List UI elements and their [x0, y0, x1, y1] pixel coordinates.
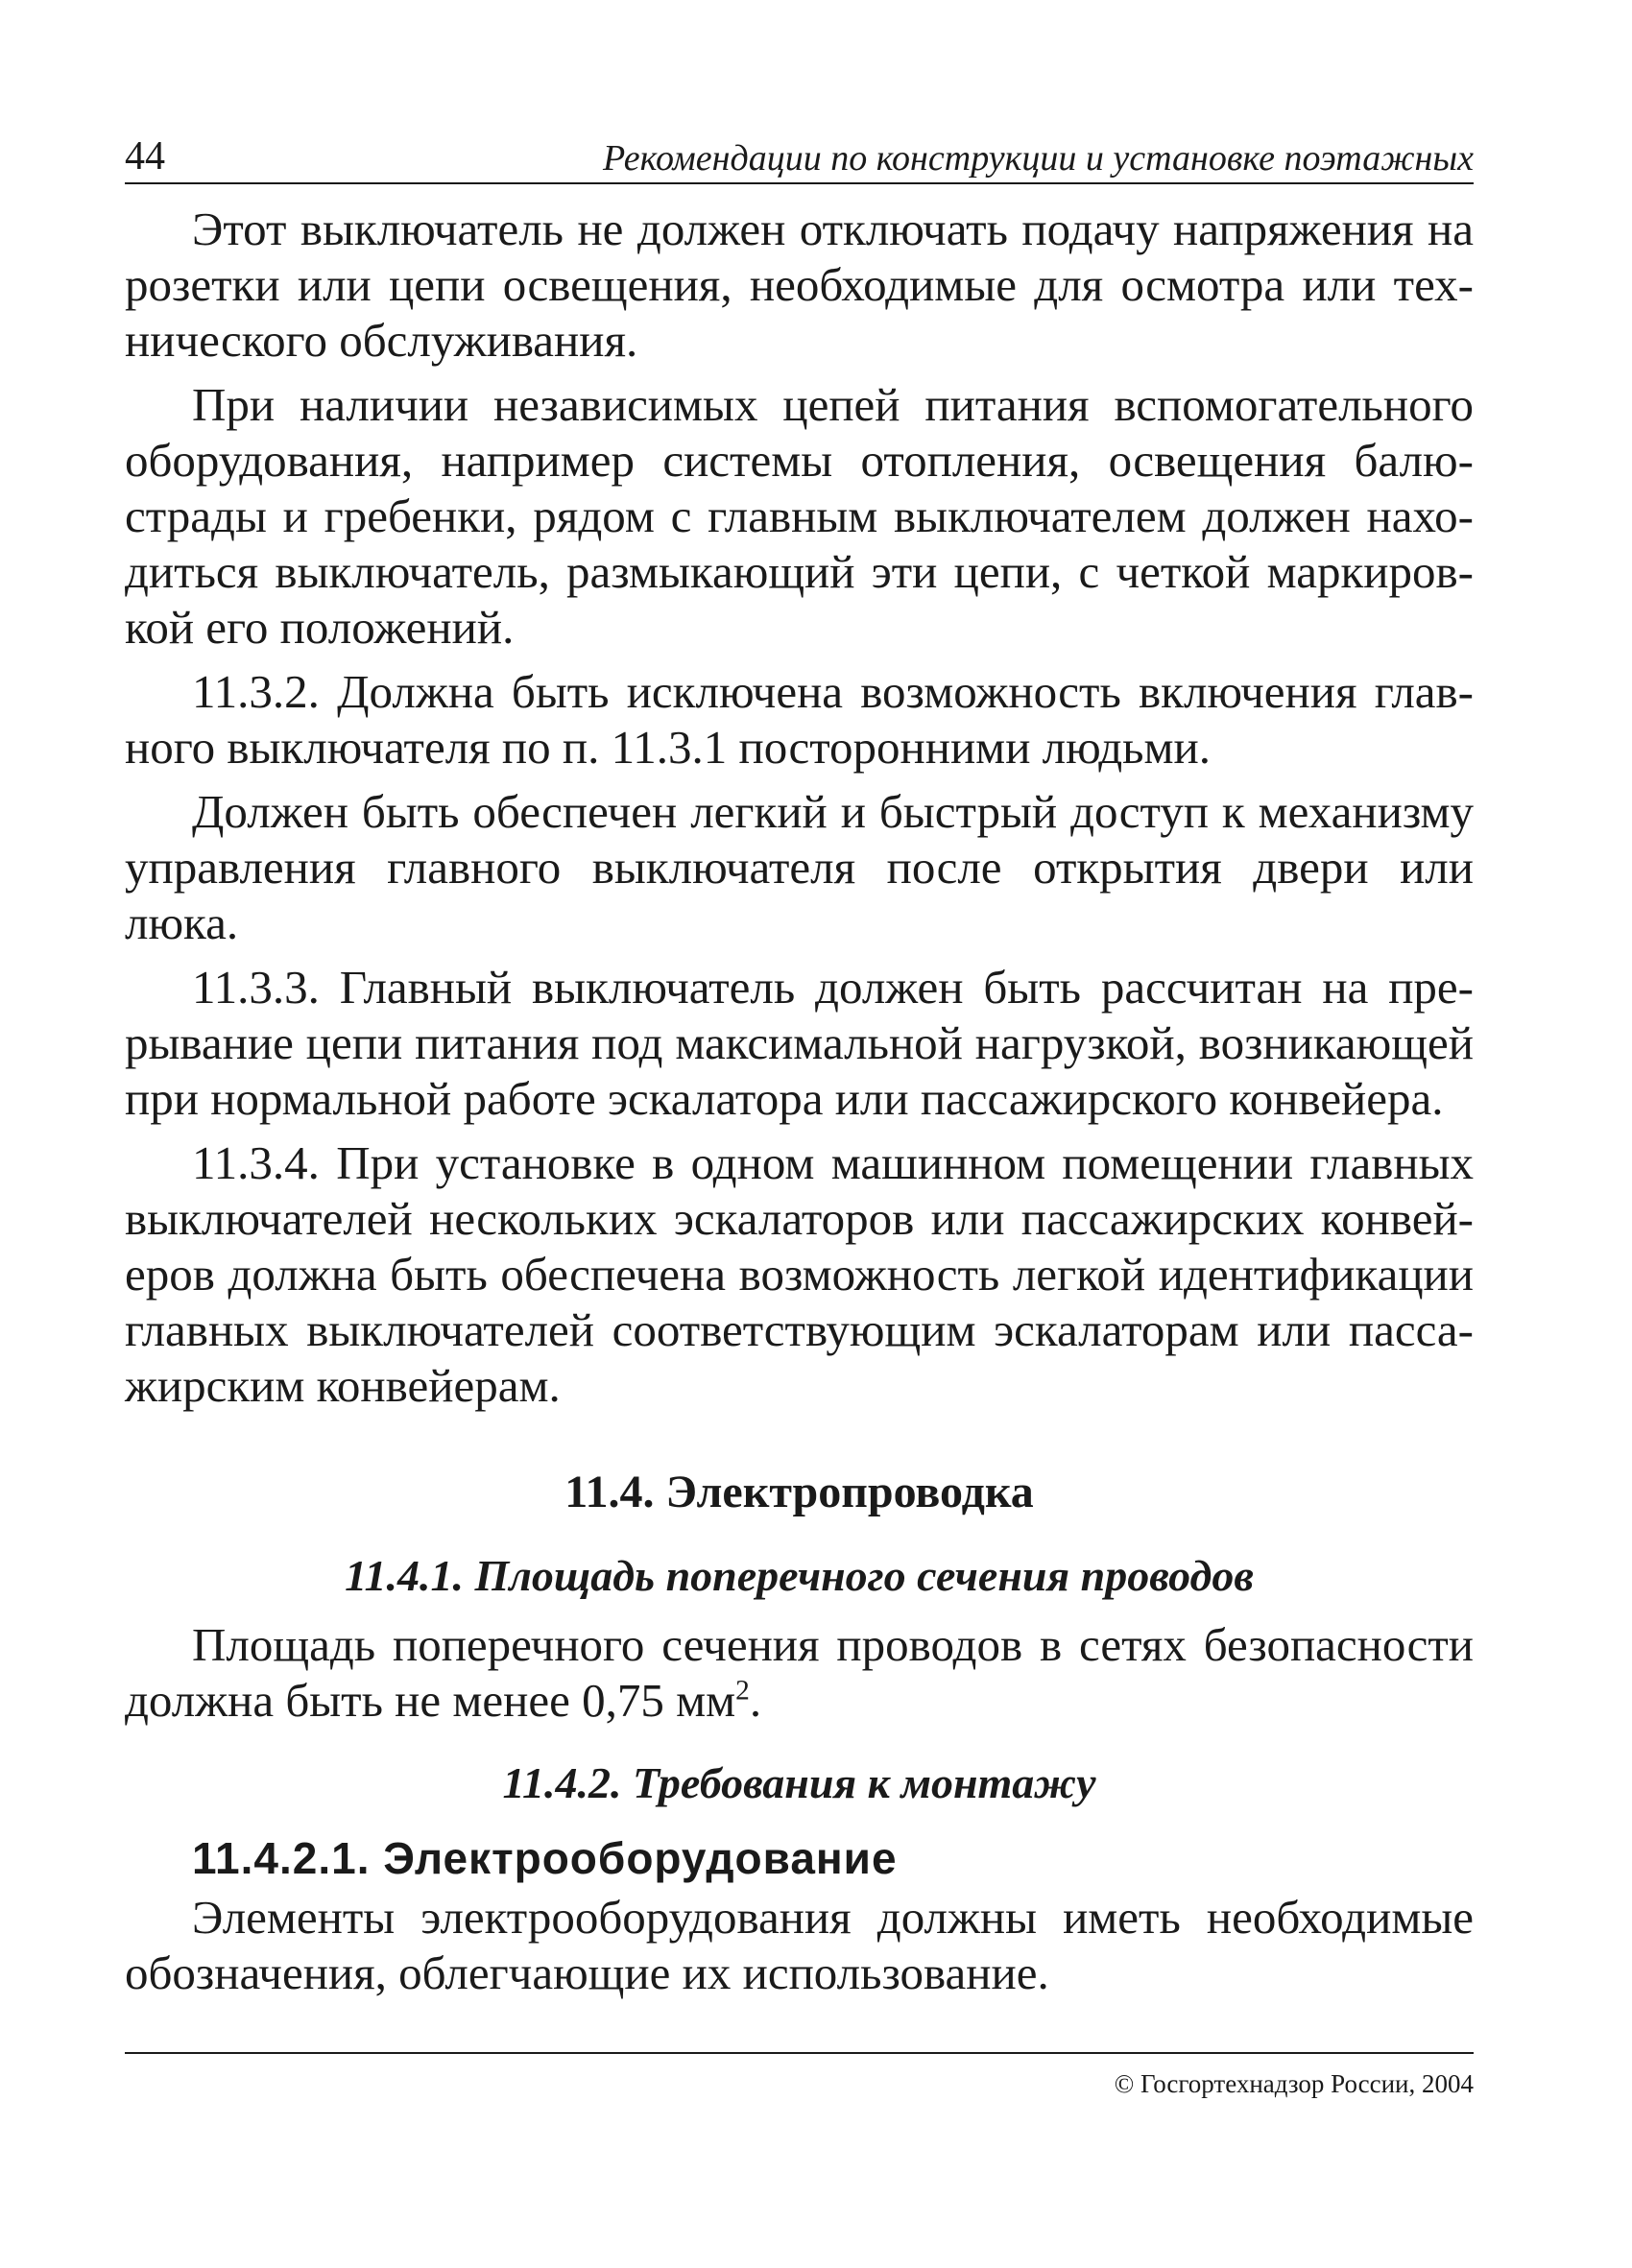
subsubsection-paragraph: Элементы электрооборудования должны иметь необходимые обозначения, облегчающие их использование.	[125, 1891, 1474, 1999]
paragraph: Должен быть обеспечен легкий и быстрый доступ к механизму управления главного выключателя после открытия двери или люка.	[125, 785, 1474, 949]
footer-divider	[125, 2052, 1474, 2054]
subsection-heading: 11.4.2. Требования к монтажу	[502, 1758, 1096, 1807]
paragraph: 11.3.3. Главный выключатель должен быть рассчитан на прерывание цепи питания под максимальной нагрузкой, возникающей при нормальной работе эскалатора или пассажирского конвейера.	[125, 961, 1474, 1125]
section-heading: 11.4. Электропроводка	[564, 1467, 1034, 1517]
subsection-text: Площадь поперечного сечения проводов в сетях безопасности должна быть не менее 0,75 мм	[125, 1618, 1474, 1727]
subsection-paragraph	[125, 1617, 1474, 1729]
paragraph: 11.3.4. При установке в одном машинном помещении главных выключателей нескольких эскалаторов или пассажирских конвейеров должна быть обеспечена возможность легкой идентификации главных выключателей соответствующим эскалаторам или пассажирским конвейерам.	[125, 1136, 1474, 1412]
paragraph: Этот выключатель не должен отключать подачу напряжения на розетки или цепи освещения, необходимые для осмотра или технического обслуживания.	[125, 203, 1474, 367]
page-number: 44	[125, 134, 165, 179]
footer-copyright: © Госгортехнадзор России, 2004	[1114, 2069, 1474, 2098]
body-text	[125, 202, 1474, 2010]
paragraph: 11.3.2. Должна быть исключена возможность включения главного выключателя по п. 11.3.1 посторонними людьми.	[125, 665, 1474, 774]
subsubsection-heading: 11.4.2.1. Электрооборудование	[192, 1833, 898, 1883]
page-header	[125, 132, 1474, 184]
paragraph: При наличии независимых цепей питания вспомогательного оборудования, например системы отопления, освещения балюстрады и гребенки, рядом с главным выключателем должен находиться выключатель, размыкающий эти цепи, с четкой маркировкой его положений.	[125, 378, 1474, 654]
running-title: Рекомендации по конструкции и установке поэтажных	[602, 138, 1474, 179]
subsection-text-end: .	[749, 1674, 762, 1727]
subsection-heading: 11.4.1. Площадь поперечного сечения проводов	[345, 1551, 1254, 1600]
superscript: 2	[735, 1675, 750, 1707]
